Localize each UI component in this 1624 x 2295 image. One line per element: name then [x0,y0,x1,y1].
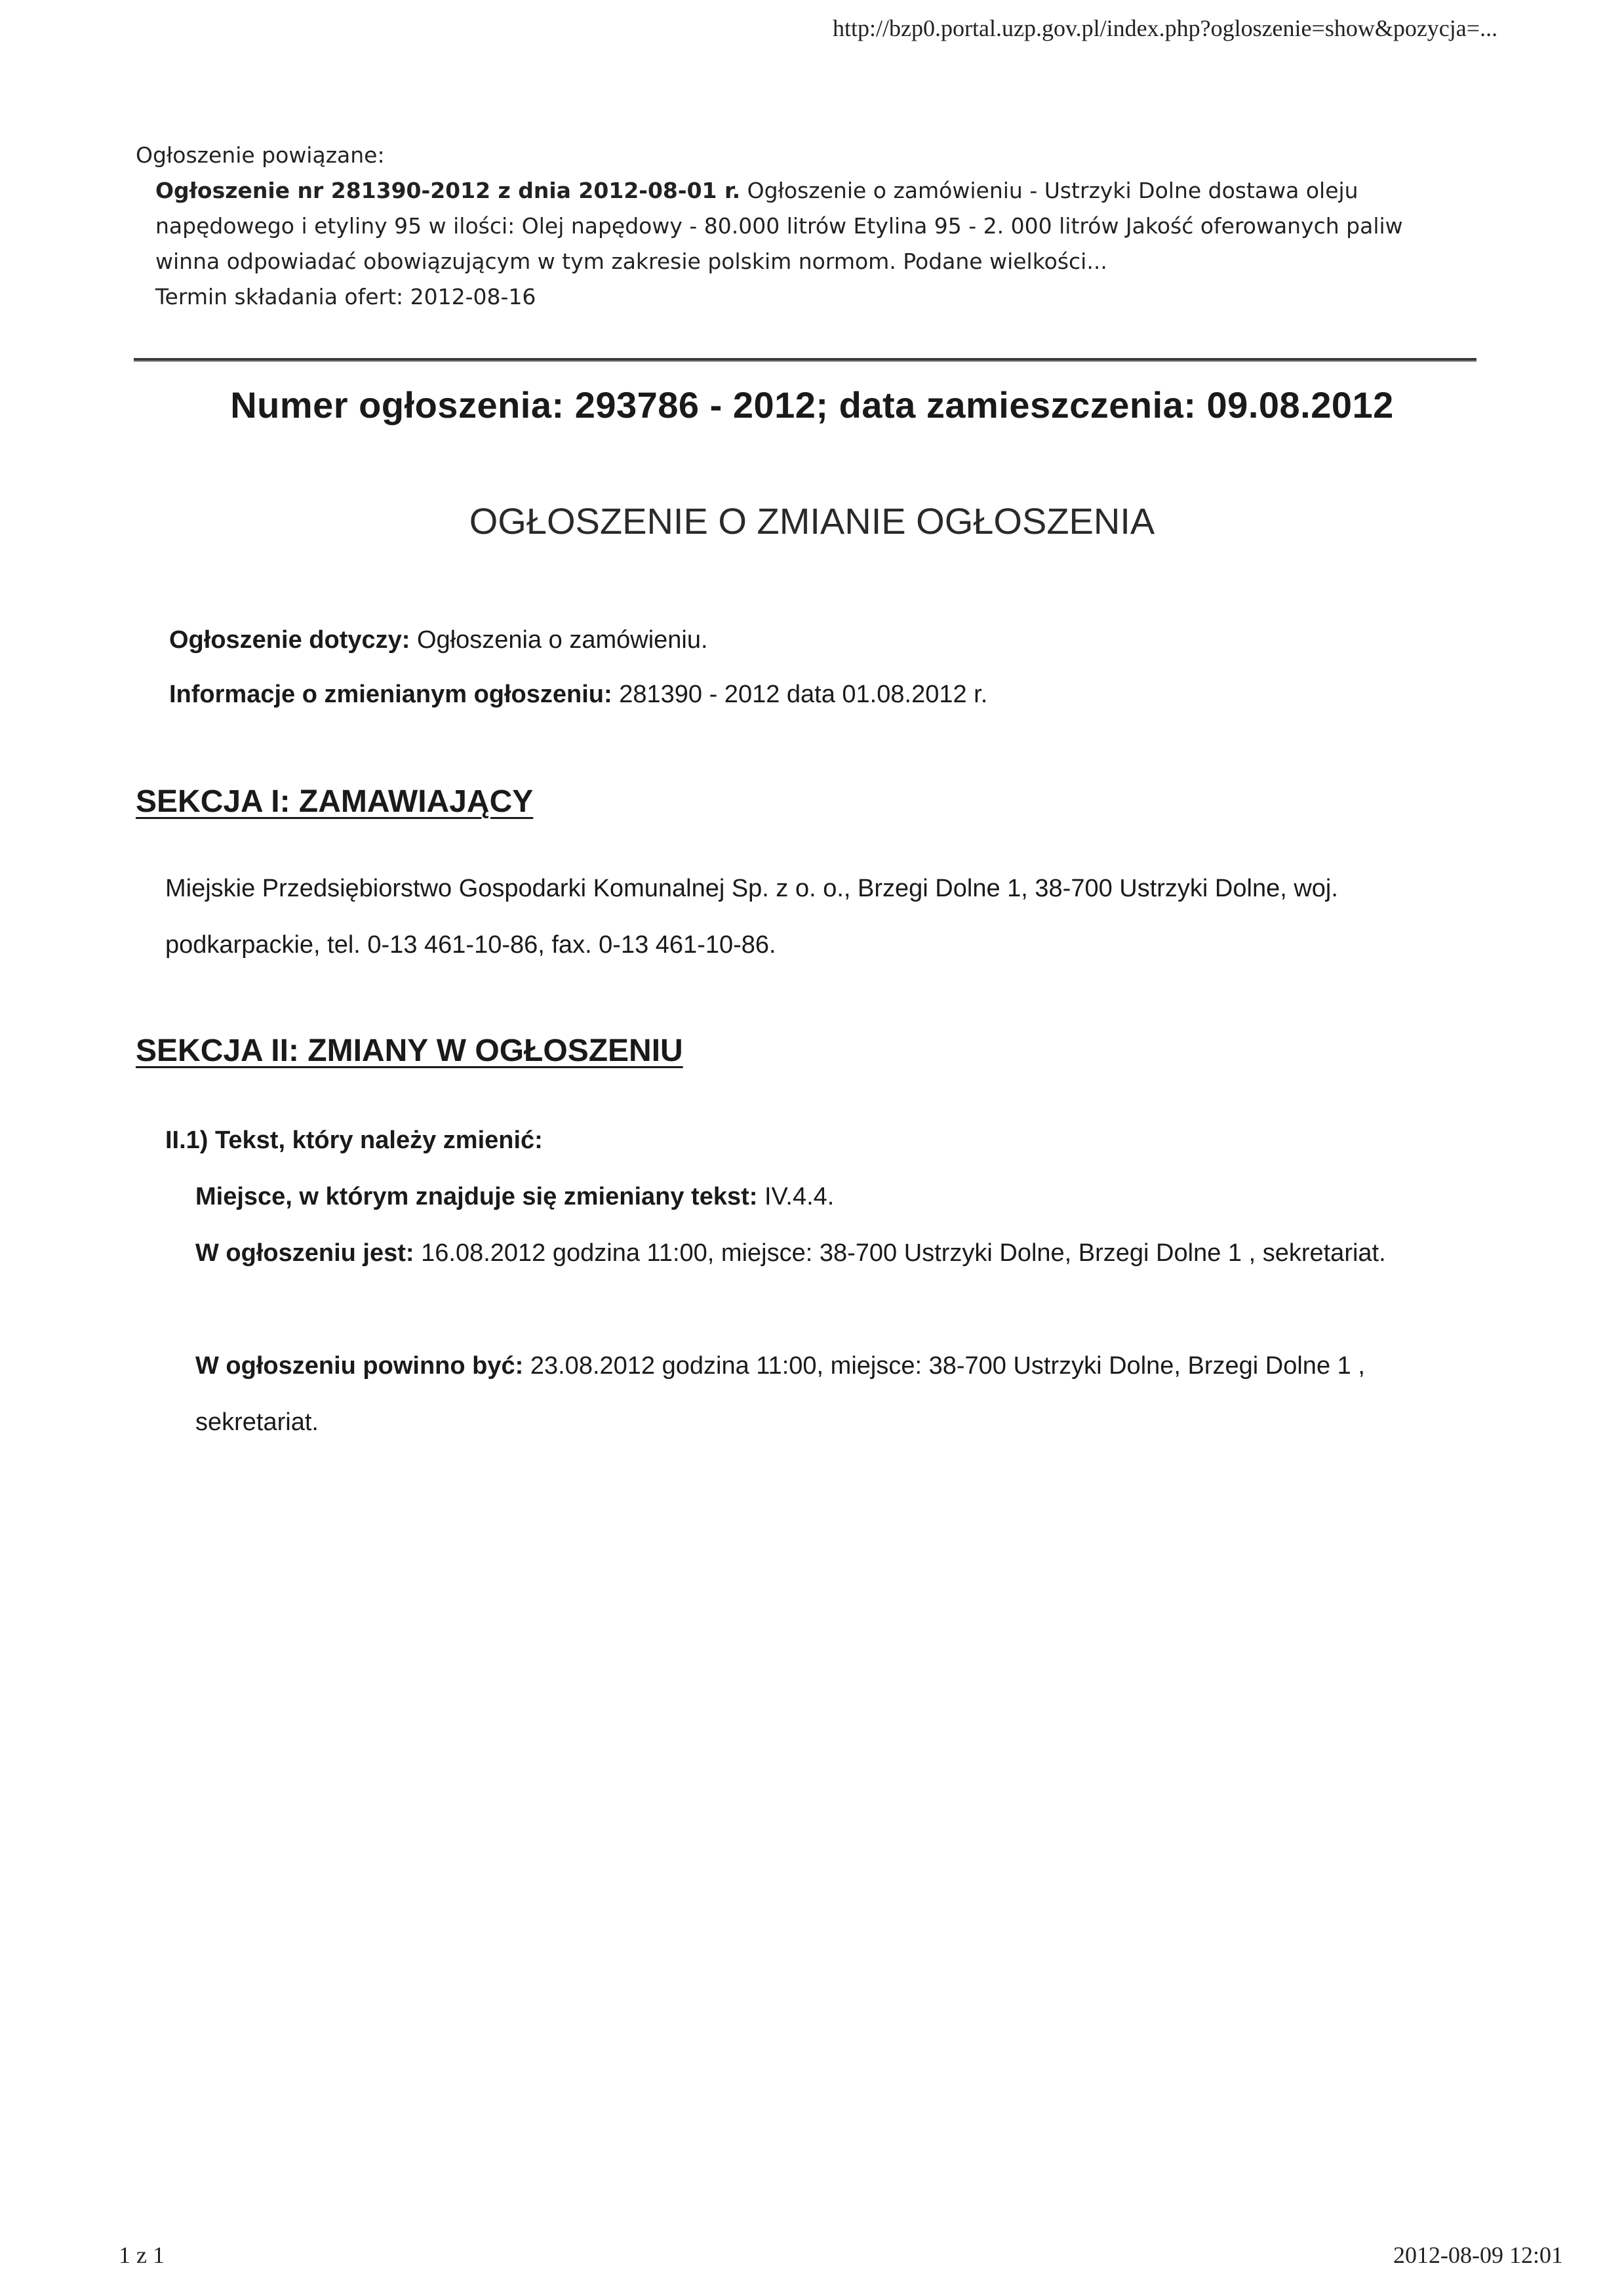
print-header-url: http://bzp0.portal.uzp.gov.pl/index.php?ogloszenie=show&pozycja=... [833,15,1498,41]
print-footer-datetime: 2012-08-09 12:01 [1393,2242,1563,2268]
notice-concerns-label: Ogłoszenie dotyczy: [169,626,410,654]
related-announcement [136,138,1473,315]
notice-changed-label: Informacje o zmienianym ogłoszeniu: [169,681,612,708]
section2-is-label: W ogłoszeniu jest: [195,1239,414,1267]
section2-should-value: 23.08.2012 godzina 11:00, miejsce: 38-700 Ustrzyki Dolne, Brzegi Dolne 1 , sekretariat. [195,1352,1365,1436]
related-ref-title[interactable]: Ogłoszenie nr 281390-2012 z dnia 2012-08-01 r. [155,178,741,203]
section2-is [195,1225,1480,1281]
section2-item [165,1112,543,1168]
related-heading: Ogłoszenie powiązane: [136,142,385,168]
section2-place [195,1168,834,1225]
section1-text: Miejskie Przedsiębiorstwo Gospodarki Komunalnej Sp. z o. o., Brzegi Dolne 1, 38-700 Ustrzyki Dolne, woj. podkarpackie, tel. 0-13 461-10-86, fax. 0-13 461-10-86. [165,875,1338,959]
related-body [155,173,1473,279]
notice-changed-value: 281390 - 2012 data 01.08.2012 r. [619,681,988,708]
section2-is-value: 16.08.2012 godzina 11:00, miejsce: 38-700 Ustrzyki Dolne, Brzegi Dolne 1 , sekretariat. [421,1239,1386,1267]
related-ref-text: Ogłoszenie o zamówieniu - Ustrzyki Dolne dostawa oleju napędowego i etyliny 95 w ilości: Olej napędowy - 80.000 litrów Etylina 95 - 2. 000 litrów Jakość oferowanych paliw winna odpowiadać obowiązującym w tym zakresie polskim normom. Podane wielkości... [155,178,1403,274]
related-deadline: Termin składania ofert: 2012-08-16 [155,284,536,309]
section2-item-label: II.1) Tekst, który należy zmienić: [165,1127,543,1154]
notice-number: Numer ogłoszenia: 293786 - 2012; data zamieszczenia: 09.08.2012 [230,384,1394,426]
notice-concerns [169,626,708,654]
print-footer-page: 1 z 1 [119,2242,165,2268]
section1-heading: SEKCJA I: ZAMAWIAJĄCY [136,784,534,819]
divider [134,358,1476,362]
notice-concerns-value: Ogłoszenia o zamówieniu. [416,626,708,654]
section2-place-value: IV.4.4. [764,1183,835,1210]
section2-place-label: Miejsce, w którym znajduje się zmieniany tekst: [195,1183,758,1210]
notice-title: OGŁOSZENIE O ZMIANIE OGŁOSZENIA [469,500,1155,542]
section2-should-label: W ogłoszeniu powinno być: [195,1352,524,1380]
section2-heading: SEKCJA II: ZMIANY W OGŁOSZENIU [136,1033,683,1068]
notice-changed-info [169,681,987,709]
section2-should [195,1338,1480,1450]
